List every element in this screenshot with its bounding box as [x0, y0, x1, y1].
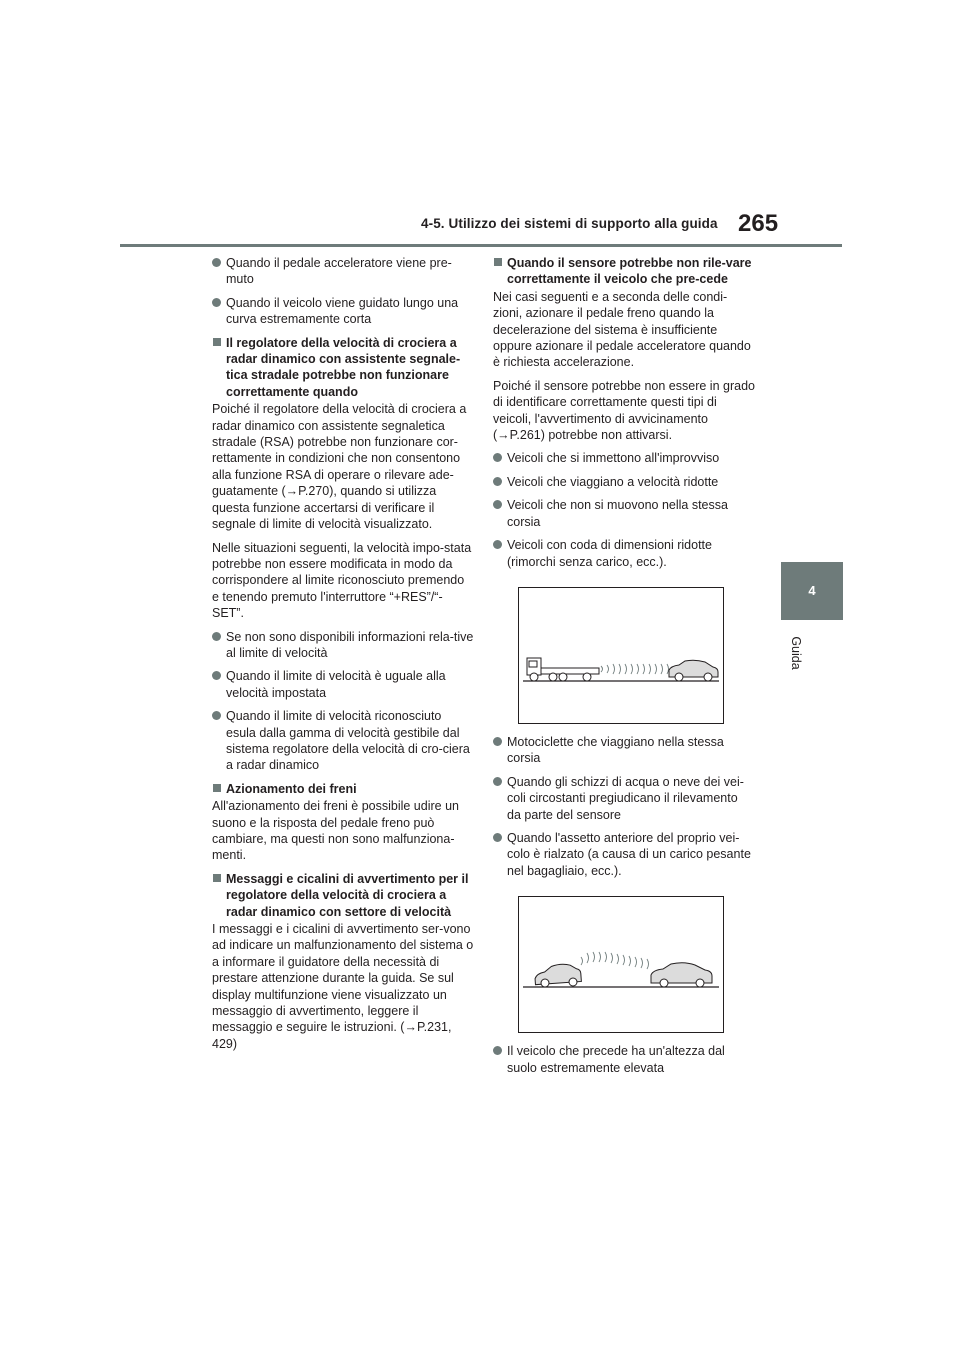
bullet-icon: [493, 737, 502, 746]
bullet-icon: [493, 1046, 502, 1055]
bullet-icon: [212, 298, 221, 307]
chapter-tab: 4: [781, 562, 843, 620]
bullet-text: Quando il limite di velocità è uguale alla velocità impostata: [226, 669, 446, 700]
chapter-name: Guida: [789, 636, 803, 670]
bullet-icon: [493, 477, 502, 486]
bullet-item: [493, 474, 755, 490]
bullet-text: Motociclette che viaggiano nella stessa corsia: [507, 734, 724, 766]
illustration-raised-vehicle: [518, 896, 724, 1033]
section-heading-text: Quando il sensore potrebbe non rile-vare correttamente il veicolo che pre-cede: [507, 256, 752, 287]
header-divider: [120, 244, 842, 247]
bullet-icon: [212, 632, 221, 641]
bullet-item: [493, 537, 755, 570]
illustration-trailer: [518, 587, 724, 724]
paragraph: Nelle situazioni seguenti, la velocità impo-stata potrebbe non essere modificata in modo da corrispondere al limite riconosciuto premendo e tenendo premuto l'interruttore “+RES”/“-SET”.: [212, 540, 472, 621]
bullet-text: Veicoli che non si muovono nella stessa corsia: [507, 498, 728, 529]
square-bullet-icon: [494, 258, 502, 266]
section-title: 4-5. Utilizzo dei sistemi di supporto alla guida: [421, 216, 718, 231]
bullet-icon: [212, 711, 221, 720]
bullet-icon: [493, 500, 502, 509]
bullet-item: [493, 450, 755, 466]
section-heading: [212, 781, 474, 797]
square-bullet-icon: [213, 338, 221, 346]
bullet-item: [493, 734, 755, 767]
bullet-item: [493, 1043, 755, 1076]
bullet-text: Il veicolo che precede ha un'altezza dal suolo estremamente elevata: [507, 1044, 725, 1075]
page-number: 265: [738, 210, 779, 237]
bullet-icon: [493, 833, 502, 842]
bullet-text: Quando gli schizzi di acqua o neve dei vei-coli circostanti pregiudicano il rilevamento da parte del sensore: [507, 774, 744, 822]
section-heading: [212, 335, 474, 401]
bullet-item: [493, 497, 755, 530]
section-heading: [493, 255, 755, 288]
bullet-text: Quando il pedale acceleratore viene pre-muto: [226, 256, 452, 287]
paragraph: Poiché il regolatore della velocità di crociera a radar dinamico con assistente segnaletica stradale (RSA) potrebbe non funzionare cor-rettamente in condizioni che non consentono alla funzione RSA di operare o rilevare ade-guatamente (→P.270), quando si utilizza questa funzione accertarsi di verificare il segnale di limite di velocità visualizzato.: [212, 402, 467, 532]
bullet-text: Quando l'assetto anteriore del proprio vei-colo è rialzato (a causa di un carico pesante nel bagagliaio, ecc.).: [507, 830, 751, 878]
bullet-item: [493, 774, 755, 823]
bullet-item: [212, 255, 474, 288]
bullet-text: Veicoli con coda di dimensioni ridotte (rimorchi senza carico, ecc.).: [507, 538, 712, 569]
bullet-text: Quando il veicolo viene guidato lungo una curva estremamente corta: [226, 295, 459, 327]
section-heading-text: Messaggi e cicalini di avvertimento per il regolatore della velocità di crociera a radar dinamico con settore di velocità: [226, 871, 469, 919]
bullet-text: Quando il limite di velocità riconosciuto esula dalla gamma di velocità gestibile dal sistema regolatore della velocità di cro-ciera a radar dinamico: [226, 709, 470, 773]
bullet-item: [212, 629, 474, 662]
bullet-icon: [493, 777, 502, 786]
paragraph: All'azionamento dei freni è possibile udire un suono e la risposta del pedale freno può cambiare, ma questi non sono malfunziona-menti.: [212, 799, 459, 863]
bullet-icon: [493, 540, 502, 549]
section-heading: [212, 871, 474, 920]
square-bullet-icon: [213, 874, 221, 882]
bullet-icon: [493, 453, 502, 462]
bullet-icon: [212, 258, 221, 267]
paragraph: Nei casi seguenti e a seconda delle condi-zioni, azionare il pedale freno quando la decelerazione del sistema è insufficiente oppure azionare il pedale acceleratore quando è richiesta accelerazione.: [493, 289, 751, 370]
bullet-item: [493, 830, 755, 879]
paragraph: I messaggi e i cicalini di avvertimento ser-vono ad indicare un malfunzionamento del sistema o a informare il guidatore della necessità di prestare attenzione durante la guida. Se sul display multifunzione viene visualizzato un messaggio di avvertimento, leggere il messaggio e seguire le istruzioni. (→P.231, 429): [212, 922, 474, 1051]
section-heading-text: Azionamento dei freni: [226, 781, 357, 796]
chapter-label: [789, 632, 803, 676]
bullet-item: [212, 668, 474, 701]
right-column: [493, 255, 755, 1083]
square-bullet-icon: [213, 784, 221, 792]
bullet-item: [212, 295, 474, 328]
bullet-icon: [212, 671, 221, 680]
section-heading-text: Il regolatore della velocità di crociera a radar dinamico con assistente segnale-tica stradale potrebbe non funzionare correttamente quando: [226, 335, 461, 399]
raised-vehicle-illustration-svg: [519, 897, 723, 1032]
trailer-illustration-svg: [519, 588, 723, 723]
bullet-text: Se non sono disponibili informazioni rela-tive al limite di velocità: [226, 629, 474, 660]
paragraph: Poiché il sensore potrebbe non essere in grado di identificare correttamente questi tipi di veicoli, l'avvertimento di avvicinamento (→P.261) potrebbe non attivarsi.: [493, 378, 755, 443]
bullet-text: Veicoli che viaggiano a velocità ridotte: [507, 474, 719, 489]
bullet-text: Veicoli che si immettono all'improvviso: [507, 451, 720, 466]
bullet-item: [212, 708, 474, 774]
left-column: [212, 255, 474, 1059]
